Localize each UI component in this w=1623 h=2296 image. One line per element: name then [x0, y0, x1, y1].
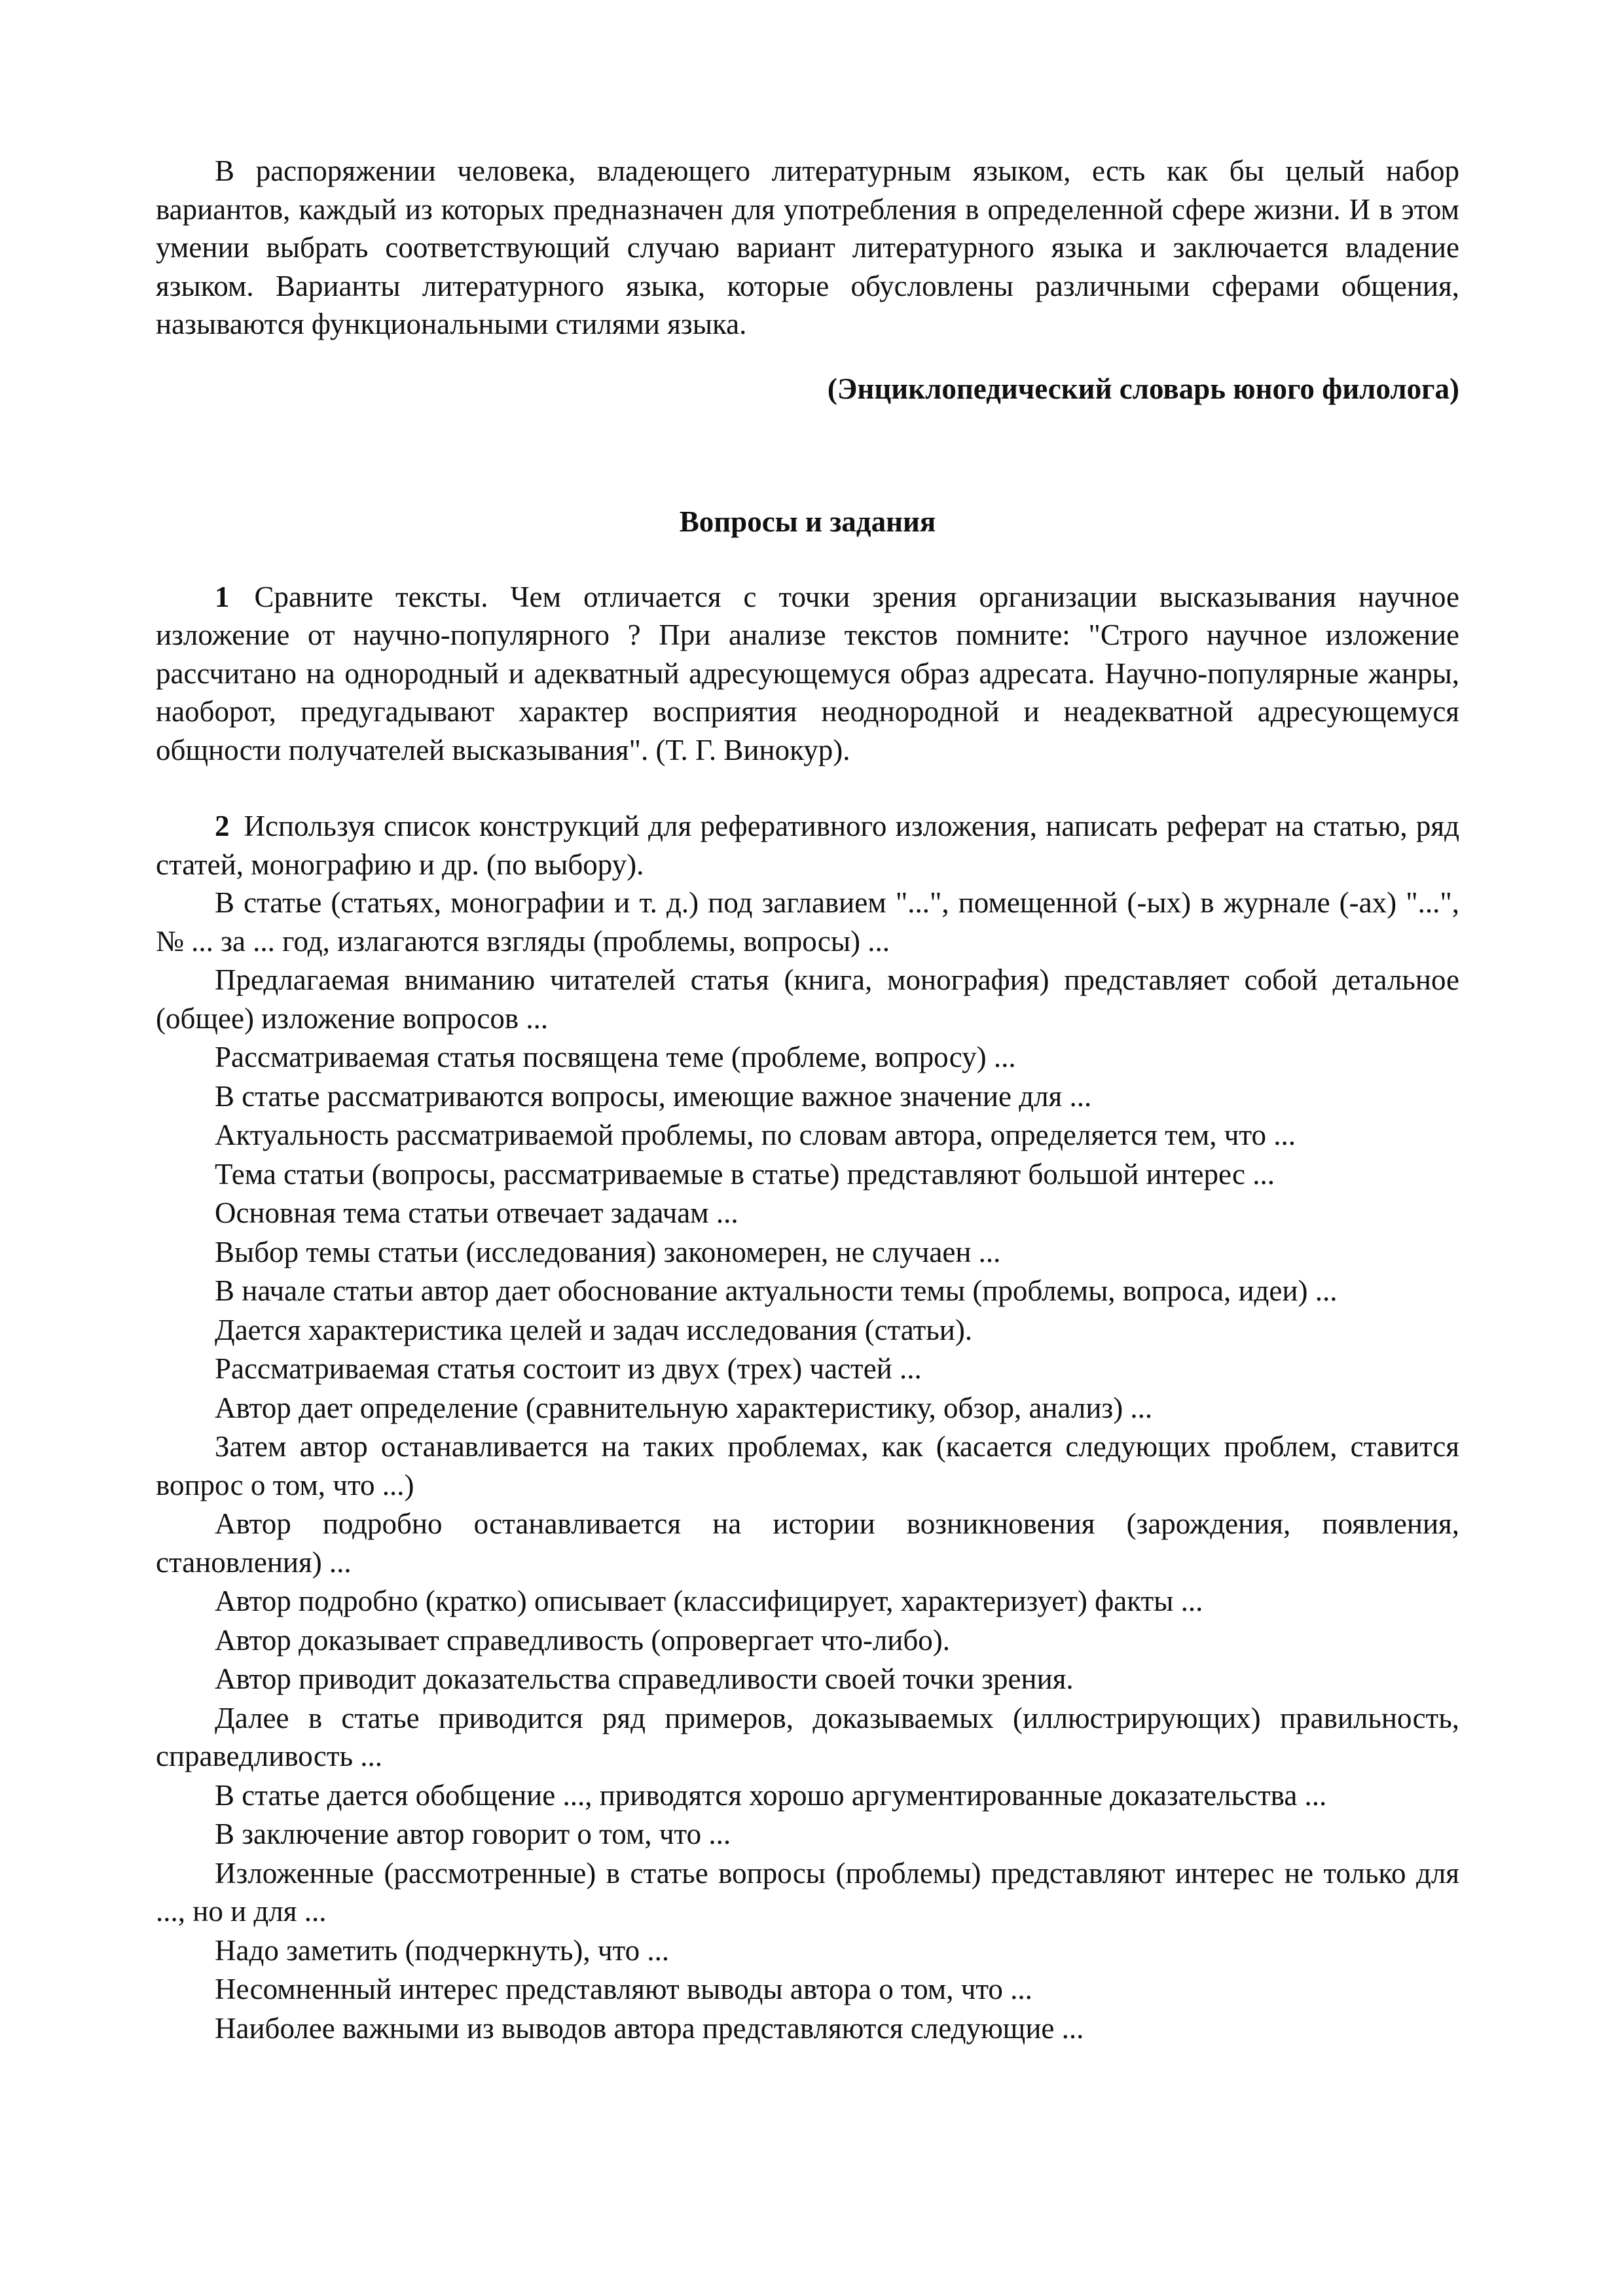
construction-line: Автор подробно (кратко) описывает (классифицирует, характеризует) факты ...	[215, 1585, 1203, 1617]
construction-line: В заключение автор говорит о том, что ...	[215, 1818, 731, 1850]
construction-line: Основная тема статьи отвечает задачам ...	[215, 1196, 739, 1229]
question-2	[156, 807, 1459, 884]
construction-line: Тема статьи (вопросы, рассматриваемые в статье) представляют большой интерес ...	[215, 1157, 1275, 1191]
construction-line: Актуальность рассматриваемой проблемы, по словам автора, определяется тем, что ...	[215, 1119, 1296, 1151]
question-1	[156, 578, 1459, 770]
construction-line: Несомненный интерес представляют выводы автора о том, что ...	[215, 1973, 1032, 2005]
construction-line: Далее в статье приводится ряд примеров, доказываемых (иллюстрирующих) правильность, справедливость ...	[156, 1701, 1459, 1772]
construction-line: Затем автор останавливается на таких проблемах, как (касается следующих проблем, ставится вопрос о том, что ...)	[156, 1430, 1459, 1501]
construction-line: Предлагаемая вниманию читателей статья (книга, монография) представляет собой детальное (общее) изложение вопросов ...	[156, 963, 1459, 1035]
construction-line: Выбор темы статьи (исследования) закономерен, не случаен ...	[215, 1235, 1001, 1268]
construction-line: В статье рассматриваются вопросы, имеющие важное значение для ...	[215, 1079, 1092, 1113]
construction-line: Рассматриваемая статья посвящена теме (проблеме, вопросу) ...	[215, 1041, 1016, 1073]
question-1-number: 1	[215, 580, 230, 613]
section-heading: Вопросы и задания	[679, 505, 936, 538]
construction-line: Изложенные (рассмотренные) в статье вопросы (проблемы) представляют интерес не только для ..., но и для ...	[156, 1856, 1459, 1928]
question-2-text: Используя список конструкций для реферативного изложения, написать реферат на статью, ряд статей, монографию и др. (по выбору).	[156, 810, 1459, 881]
constructions-list	[156, 884, 1459, 2047]
question-1-text: Сравните тексты. Чем отличается с точки зрения организации высказывания научное изложение от научно-популярного ? При анализе текстов помните: "Строго научное изложение рассчитано на однородный и адекватный адресующемуся образ адресата. Научно-популярные жанры, наоборот, предугадывают характер восприятия неоднородной и неадекватной адресующемуся общности получателей высказывания". (Т. Г. Винокур).	[156, 580, 1459, 766]
construction-line: Наиболее важными из выводов автора представляются следующие ...	[215, 2011, 1084, 2045]
construction-line: В начале статьи автор дает обоснование актуальности темы (проблемы, вопроса, идеи) ...	[215, 1274, 1338, 1307]
construction-line: Автор доказывает справедливость (опровергает что-либо).	[215, 1623, 951, 1657]
construction-line: Надо заметить (подчеркнуть), что ...	[215, 1933, 670, 1967]
construction-line: Автор дает определение (сравнительную характеристику, обзор, анализ) ...	[215, 1391, 1153, 1424]
construction-line: Автор подробно останавливается на истории возникновения (зарождения, появления, становления) ...	[156, 1507, 1459, 1579]
source-citation: (Энциклопедический словарь юного филолога)	[827, 372, 1459, 405]
construction-line: В статье (статьях, монографии и т. д.) под заглавием "...", помещенной (-ых) в журнале (-ах) "...", № ... за ... год, излагаются взгляды (проблемы, вопросы) ...	[156, 886, 1459, 958]
question-2-number: 2	[215, 810, 230, 842]
construction-line: В статье дается обобщение ..., приводятся хорошо аргументированные доказательства ...	[215, 1778, 1327, 1812]
intro-paragraph: В распоряжении человека, владеющего литературным языком, есть как бы целый набор вариантов, каждый из которых предназначен для употребления в определенной сфере жизни. И в этом умении выбрать соответствующий случаю вариант литературного языка и заключается владение языком. Варианты литературного языка, которые обусловлены различными сферами общения, называются функциональными стилями языка.	[156, 154, 1459, 340]
construction-line: Автор приводит доказательства справедливости своей точки зрения.	[215, 1662, 1074, 1695]
construction-line: Дается характеристика целей и задач исследования (статьи).	[215, 1313, 973, 1346]
construction-line: Рассматриваемая статья состоит из двух (трех) частей ...	[215, 1352, 922, 1385]
